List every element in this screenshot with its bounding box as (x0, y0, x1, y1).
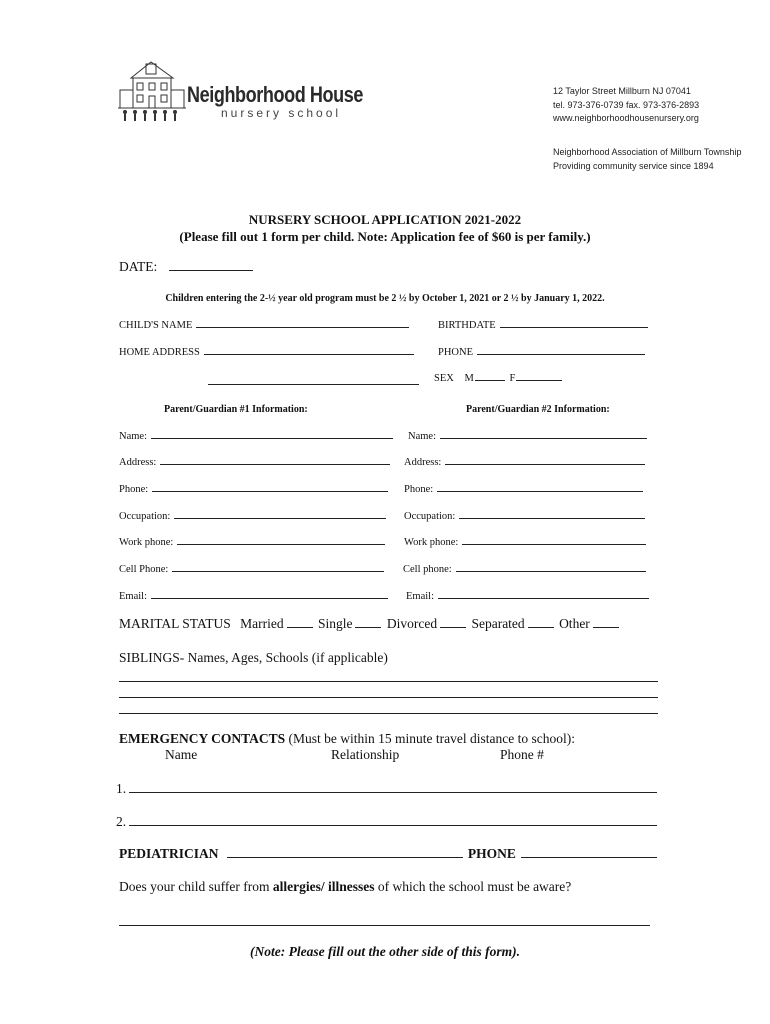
parent1-occupation-label: Occupation: (119, 511, 171, 522)
pediatrician-label: PEDIATRICIAN (119, 846, 219, 861)
childs-name-field[interactable] (119, 320, 409, 331)
parent2-cell-phone-field[interactable] (403, 564, 646, 575)
home-address-line-2[interactable] (208, 384, 419, 385)
sex-female-label: F (509, 373, 516, 384)
parent1-email-field[interactable] (119, 591, 388, 602)
emergency-row-2-number: 2. (116, 814, 127, 829)
logo-tagline: nursery school (221, 106, 342, 120)
marital-status-label: MARITAL STATUS (119, 616, 231, 631)
emergency-contacts-heading (119, 731, 575, 747)
contact-block (553, 85, 699, 126)
parent2-occupation-field[interactable] (404, 511, 645, 522)
marital-married-label: Married (240, 616, 284, 631)
birthdate-field[interactable] (438, 320, 648, 331)
parent1-phone-label: Phone: (119, 484, 149, 495)
allergies-prefix: Does your child suffer from (119, 879, 270, 894)
siblings-line-1[interactable] (119, 681, 658, 682)
phone-field[interactable] (438, 347, 645, 358)
sex-male-input[interactable] (475, 380, 505, 381)
contact-website: www.neighborhoodhousenursery.org (553, 113, 699, 123)
marital-divorced-label: Divorced (386, 616, 438, 631)
pediatrician-phone-input[interactable] (521, 857, 657, 858)
association-block (553, 146, 741, 173)
parent2-address-field[interactable] (404, 457, 645, 468)
pediatrician-row (119, 846, 657, 862)
page-title (0, 211, 770, 245)
parent2-occupation-label: Occupation: (404, 511, 456, 522)
parent1-name-field[interactable] (119, 431, 393, 442)
marital-status-row (119, 616, 619, 632)
parent1-heading: Parent/Guardian #1 Information: (164, 404, 308, 415)
home-address-label: HOME ADDRESS (119, 347, 200, 358)
marital-separated-input[interactable] (528, 627, 554, 628)
title-line-2: (Please fill out 1 form per child. Note: Application fee of $60 is per family.) (179, 229, 591, 244)
parent2-cell-phone-label: Cell phone: (403, 564, 452, 575)
eligibility-note: Children entering the 2-½ year old program must be 2 ½ by October 1, 2021 or 2 ½ by January 1, 2022. (165, 293, 605, 304)
parent2-email-field[interactable] (406, 591, 649, 602)
parent1-address-label: Address: (119, 457, 157, 468)
allergies-suffix: of which the school must be aware? (377, 879, 572, 894)
parent2-email-label: Email: (406, 591, 434, 602)
marital-single-input[interactable] (355, 627, 381, 628)
allergies-bold: allergies/ illnesses (272, 879, 375, 894)
sex-label: SEX (434, 373, 454, 384)
emergency-col-phone: Phone # (500, 747, 544, 762)
pediatrician-phone-label: PHONE (467, 846, 516, 861)
parent1-email-label: Email: (119, 591, 147, 602)
siblings-line-2[interactable] (119, 697, 658, 698)
allergies-answer-line[interactable] (119, 925, 650, 926)
pediatrician-input[interactable] (227, 857, 463, 858)
emergency-label: EMERGENCY CONTACTS (119, 731, 286, 746)
home-address-field[interactable] (119, 347, 414, 358)
association-line-2: Providing community service since 1894 (553, 160, 714, 171)
sex-field[interactable] (434, 373, 562, 384)
parent2-work-phone-label: Work phone: (404, 537, 459, 548)
parent1-work-phone-label: Work phone: (119, 537, 174, 548)
sex-male-label: M (464, 373, 474, 384)
logo (117, 56, 364, 122)
allergies-question (119, 879, 571, 895)
parent1-work-phone-field[interactable] (119, 537, 385, 548)
parent1-cell-phone-field[interactable] (119, 564, 384, 575)
parent1-occupation-field[interactable] (119, 511, 386, 522)
marital-divorced-input[interactable] (440, 627, 466, 628)
parent2-heading: Parent/Guardian #2 Information: (466, 404, 610, 415)
marital-single-label: Single (317, 616, 353, 631)
footer-note: (Note: Please fill out the other side of this form). (250, 944, 520, 959)
contact-address: 12 Taylor Street Millburn NJ 07041 (553, 86, 691, 96)
parent1-cell-phone-label: Cell Phone: (119, 564, 169, 575)
parent2-name-label: Name: (408, 431, 436, 442)
emergency-note: (Must be within 15 minute travel distance to school): (288, 731, 575, 746)
marital-married-input[interactable] (287, 627, 313, 628)
contact-phones: tel. 973-376-0739 fax. 973-376-2893 (553, 99, 700, 110)
sex-female-input[interactable] (516, 380, 562, 381)
parent2-address-label: Address: (404, 457, 442, 468)
marital-other-label: Other (559, 616, 590, 631)
title-line-1: NURSERY SCHOOL APPLICATION 2021-2022 (248, 212, 522, 227)
birthdate-label: BIRTHDATE (438, 320, 496, 331)
house-logo-icon (117, 56, 187, 122)
emergency-col-name: Name (165, 747, 198, 762)
emergency-row-2[interactable] (116, 814, 657, 830)
siblings-line-3[interactable] (119, 713, 658, 714)
parent1-name-label: Name: (119, 431, 147, 442)
logo-name: Neighborhood House (187, 82, 364, 107)
marital-separated-label: Separated (471, 616, 525, 631)
childs-name-label: CHILD'S NAME (119, 320, 193, 331)
parent1-address-field[interactable] (119, 457, 390, 468)
date-label: DATE: (119, 259, 158, 274)
parent2-work-phone-field[interactable] (404, 537, 646, 548)
association-line-1: Neighborhood Association of Millburn Township (553, 147, 742, 157)
emergency-row-1-number: 1. (116, 781, 127, 796)
parent1-phone-field[interactable] (119, 484, 388, 495)
emergency-row-1[interactable] (116, 781, 657, 797)
parent2-phone-field[interactable] (404, 484, 643, 495)
marital-other-input[interactable] (593, 627, 619, 628)
parent2-name-field[interactable] (408, 431, 647, 442)
phone-label: PHONE (438, 347, 474, 358)
emergency-col-relationship: Relationship (331, 747, 400, 762)
parent2-phone-label: Phone: (404, 484, 434, 495)
date-field[interactable] (119, 259, 253, 275)
siblings-label: SIBLINGS- Names, Ages, Schools (if applicable) (119, 650, 388, 665)
